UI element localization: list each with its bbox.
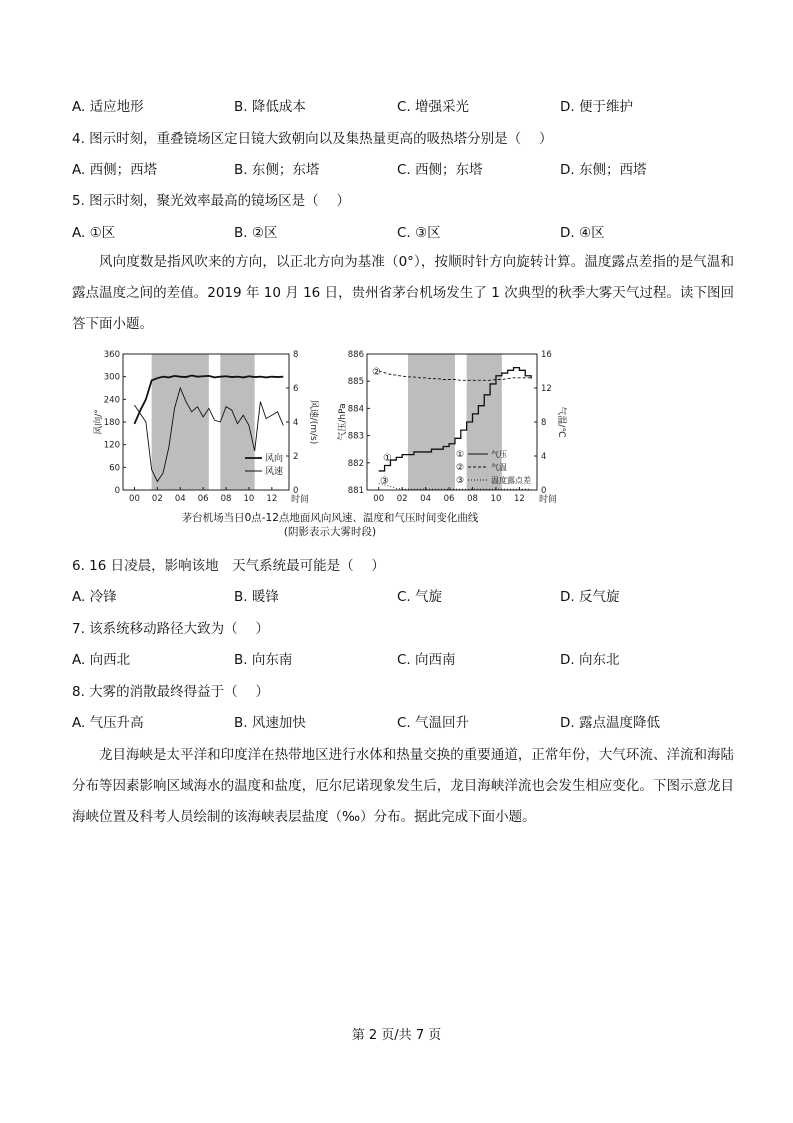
- x-tick-label: 10: [243, 494, 255, 504]
- q8-stem: 8. 大雾的消散最终得益于（ ）: [72, 684, 269, 700]
- q6-option-a[interactable]: A. 冷锋: [72, 589, 117, 605]
- fog-charts: [0, 348, 793, 508]
- left-tick-label: 60: [109, 463, 120, 474]
- intro-fog-text: 风向度数是指风吹来的方向，以正北方向为基准（0°），按顺时针方向旋转计算。温度露点差指的是气温和露点温度之间的差值。2019 年 10 月 16 日，贵州省茅台机场发生了 1 次典型的秋季大雾天气过程。读下图回答下面小题。: [72, 254, 734, 332]
- x-tick-label: 06: [443, 494, 455, 504]
- q8-option-a[interactable]: A. 气压升高: [72, 715, 144, 731]
- x-tick-label: 12: [513, 494, 525, 504]
- right-tick-label: 2: [293, 452, 299, 462]
- intro-paragraph-lombok: [72, 740, 734, 833]
- q6-option-c[interactable]: C. 气旋: [397, 589, 443, 605]
- left-tick-label: 886: [347, 350, 364, 360]
- series-marker-pressure: ①: [383, 453, 392, 464]
- q4-options: [72, 158, 732, 178]
- q6-options: [72, 585, 732, 605]
- q7-stem: 7. 该系统移动路径大致为（ ）: [72, 621, 269, 637]
- q6-option-b[interactable]: B. 暖锋: [234, 589, 279, 605]
- x-tick-label: 02: [396, 494, 408, 504]
- left-tick-label: 360: [103, 350, 120, 360]
- right-tick-label: 0: [541, 486, 547, 496]
- intro-paragraph-fog: [72, 247, 734, 340]
- x-tick-label: 04: [174, 494, 186, 504]
- right-tick-label: 16: [541, 350, 552, 360]
- x-tick-label: 04: [420, 494, 432, 504]
- right-tick-label: 4: [293, 418, 299, 428]
- q4-option-b[interactable]: B. 东侧；东塔: [234, 162, 320, 178]
- q3-options: [72, 95, 732, 115]
- right-tick-label: 8: [293, 350, 299, 360]
- x-axis-title: 时间: [291, 495, 310, 505]
- q3-option-d[interactable]: D. 便于维护: [560, 99, 633, 115]
- q5-option-a[interactable]: A. ①区: [72, 225, 116, 241]
- legend-label-2: 气温: [491, 463, 507, 472]
- left-tick-label: 881: [347, 486, 364, 496]
- q6-stem: 6. 16 日凌晨，影响该地 天气系统最可能是（ ）: [72, 558, 385, 574]
- right-tick-label: 6: [293, 384, 299, 394]
- fog-shading-1: [152, 354, 209, 490]
- q5-option-b[interactable]: B. ②区: [234, 225, 278, 241]
- q8-option-b[interactable]: B. 风速加快: [234, 715, 306, 731]
- page-footer: 第 2 页/共 7 页: [351, 1028, 442, 1043]
- x-tick-label: 10: [490, 494, 502, 504]
- q7-option-d[interactable]: D. 向东北: [560, 652, 620, 668]
- q4-option-c[interactable]: C. 西侧；东塔: [397, 162, 483, 178]
- x-tick-label: 12: [266, 494, 278, 504]
- chart-caption-title: 茅台机场当日0点-12点地面风向风速、温度和气压时间变化曲线: [181, 512, 479, 524]
- right-tick-label: 0: [293, 486, 299, 496]
- intro-lombok-text: 龙目海峡是太平洋和印度洋在热带地区进行水体和热量交换的重要通道，正常年份，大气环流、洋流和海陆分布等因素影响区域海水的温度和盐度，厄尔尼诺现象发生后，龙目海峡洋流也会发生相应变化。下图示意龙目海峡位置及科考人员绘制的该海峡表层盐度（‰）分布。据此完成下面小题。: [72, 747, 734, 825]
- right-tick-label: 12: [541, 384, 552, 394]
- left-tick-label: 300: [103, 372, 120, 383]
- fog-shading-1: [408, 354, 455, 490]
- x-tick-label: 06: [197, 494, 209, 504]
- q4-stem: 4. 图示时刻，重叠镜场区定日镜大致朝向以及集热量更高的吸热塔分别是（ ）: [72, 131, 553, 147]
- left-axis-title: 气压/hPa: [338, 403, 348, 441]
- q4-option-a[interactable]: A. 西侧；西塔: [72, 162, 158, 178]
- series-marker-dewpoint: ③: [380, 476, 389, 487]
- chart-caption: [150, 511, 510, 539]
- right-tick-label: 8: [541, 418, 547, 428]
- legend-marker-2: ②: [456, 463, 465, 473]
- q5-options: [72, 221, 732, 241]
- legend-label-wind-direction: 风向: [265, 454, 284, 464]
- q7-option-a[interactable]: A. 向西北: [72, 652, 131, 668]
- q4-option-d[interactable]: D. 东侧；西塔: [560, 162, 647, 178]
- q8-option-c[interactable]: C. 气温回升: [397, 715, 470, 731]
- left-tick-label: 120: [103, 440, 120, 451]
- q8-option-d[interactable]: D. 露点温度降低: [560, 715, 660, 731]
- x-axis-title: 时间: [539, 495, 558, 505]
- legend-label-wind-speed: 风速: [265, 467, 284, 477]
- left-tick-label: 240: [103, 395, 120, 406]
- right-tick-label: 4: [541, 452, 547, 462]
- x-tick-label: 00: [373, 494, 385, 504]
- q3-option-a[interactable]: A. 适应地形: [72, 99, 144, 115]
- legend-label-1: 气压: [491, 450, 507, 459]
- left-tick-label: 884: [347, 404, 364, 415]
- wind-chart: [92, 350, 320, 505]
- q7-option-c[interactable]: C. 向西南: [397, 652, 456, 668]
- left-tick-label: 883: [347, 431, 364, 442]
- x-tick-label: 00: [129, 494, 140, 504]
- q3-option-b[interactable]: B. 降低成本: [234, 99, 306, 115]
- left-tick-label: 180: [103, 418, 120, 428]
- fog-shading-2: [220, 354, 254, 490]
- q6-option-d[interactable]: D. 反气旋: [560, 589, 620, 605]
- legend-marker-3: ③: [456, 476, 465, 486]
- x-tick-label: 08: [220, 494, 232, 504]
- left-axis-title: 风向/°: [94, 409, 104, 435]
- q5-option-d[interactable]: D. ④区: [560, 225, 605, 241]
- series-marker-temp: ②: [372, 367, 381, 378]
- q5-stem: 5. 图示时刻，聚光效率最高的镜场区是（ ）: [72, 193, 350, 209]
- right-axis-title: 气温/℃: [556, 406, 566, 438]
- left-tick-label: 882: [347, 458, 364, 469]
- legend-label-3: 温度露点差: [491, 476, 531, 485]
- pressure-temp-chart: [336, 350, 568, 505]
- x-tick-label: 08: [467, 494, 478, 504]
- left-tick-label: 0: [114, 486, 120, 496]
- q3-option-c[interactable]: C. 增强采光: [397, 99, 470, 115]
- x-tick-label: 02: [151, 494, 163, 504]
- left-tick-label: 885: [347, 377, 364, 388]
- q5-option-c[interactable]: C. ③区: [397, 225, 441, 241]
- q7-options: [72, 648, 732, 668]
- right-axis-title: 风速/(m/s): [308, 399, 318, 445]
- q8-options: [72, 711, 732, 731]
- legend-marker-1: ①: [456, 450, 465, 460]
- q7-option-b[interactable]: B. 向东南: [234, 652, 293, 668]
- chart-caption-note: (阴影表示大雾时段): [283, 526, 377, 538]
